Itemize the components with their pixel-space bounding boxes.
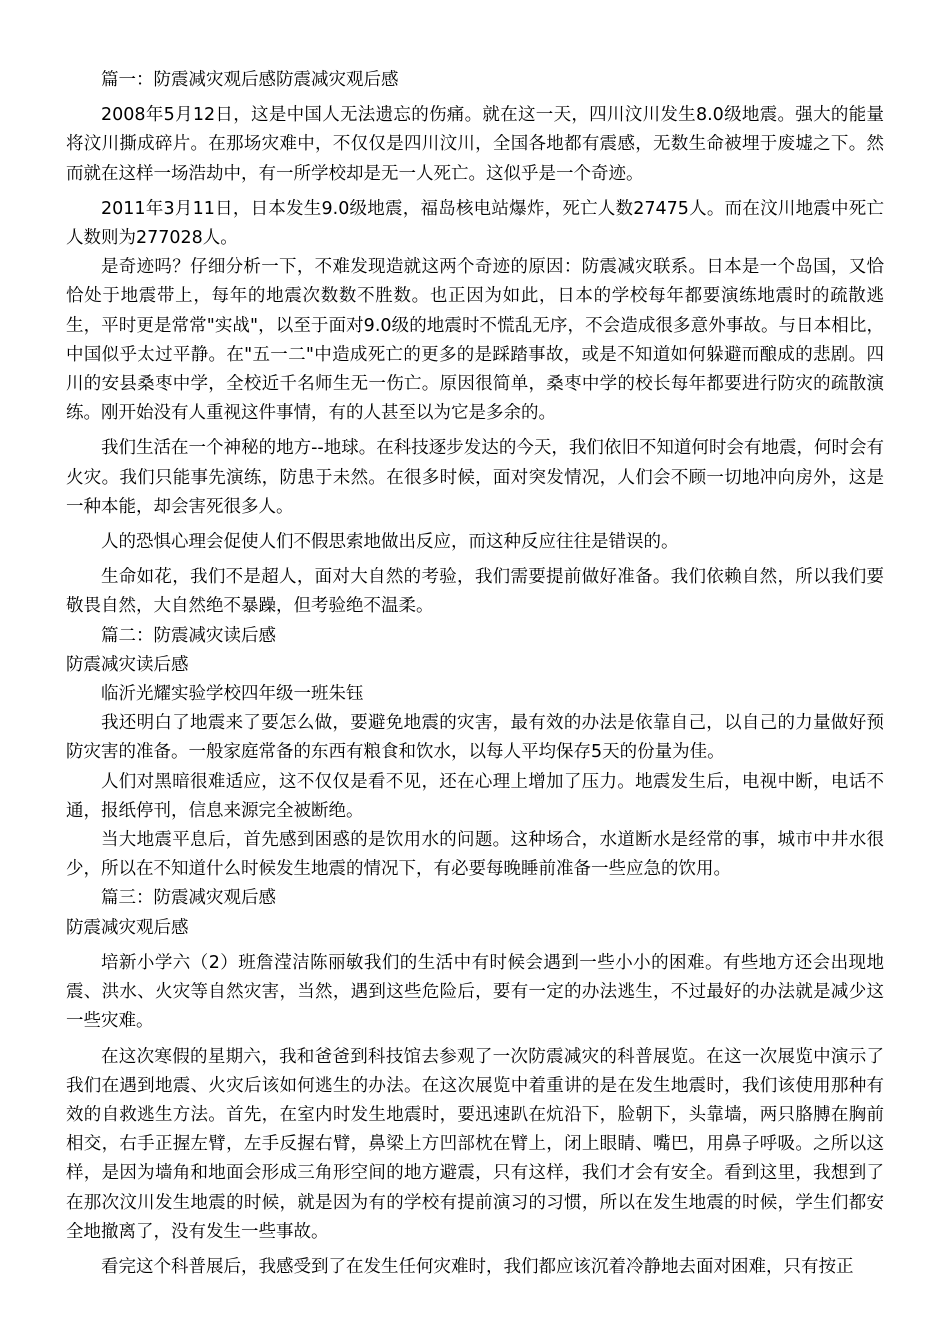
section-heading-3: 篇三：防震减灾观后感 xyxy=(101,888,276,909)
paragraph: 2011年3月11日，日本发生9.0级地震，福岛核电站爆炸，死亡人数27475人。而在汶川地震中死亡人数则为277028人。 xyxy=(66,198,884,249)
paragraph: 是奇迹吗？仔细分析一下，不难发现造就这两个奇迹的原因：防震减灾联系。日本是一个岛国，又恰恰处于地震带上，每年的地震次数数不胜数。也正因为如此，日本的学校每年都要演练地震时的疏散逃生，平时更是常常"实战"，以至于面对9.0级的地震时不慌乱无序，不会造成很多意外事故。与日本相比，中国似乎太过平静。在"五一二"中造成死亡的更多的是踩踏事故，或是不知道如何躲避而酿成的悲剧。四川的安县桑枣中学，全校近千名师生无一伤亡。原因很简单，桑枣中学的校长每年都要进行防灾的疏散演练。刚开始没有人重视这件事情，有的人甚至以为它是多余的。 xyxy=(66,257,884,424)
paragraph: 2008年5月12日，这是中国人无法遗忘的伤痛。就在这一天，四川汶川发生8.0级地震。强大的能量将汶川撕成碎片。在那场灾难中，不仅仅是四川汶川，全国各地都有震感，无数生命被埋于废墟之下。然而就在这样一场浩劫中，有一所学校却是无一人死亡。这似乎是一个奇迹。 xyxy=(66,105,884,184)
section-heading-1: 篇一：防震减灾观后感防震减灾观后感 xyxy=(101,70,399,90)
paragraph: 我还明白了地震来了要怎么做，要避免地震的灾害，最有效的办法是依靠自己，以自己的力量做好预防灾害的准备。一般家庭常备的东西有粮食和饮水，以每人平均保存5天的份量为佳。 xyxy=(66,713,884,763)
paragraph: 培新小学六（2）班詹滢洁陈丽敏我们的生活中有时候会遇到一些小小的困难。有些地方还会出现地震、洪水、火灾等自然灾害，当然，遇到这些危险后，要有一定的办法逃生，不过最好的办法就是减少这一些灾难。 xyxy=(66,952,884,1032)
section-heading-2: 篇二：防震减灾读后感 xyxy=(101,625,276,646)
paragraph: 人的恐惧心理会促使人们不假思索地做出反应，而这种反应往往是错误的。 xyxy=(101,532,679,553)
paragraph: 当大地震平息后，首先感到困惑的是饮用水的问题。这种场合，水道断水是经常的事，城市中井水很少，所以在不知道什么时候发生地震的情况下，有必要每晚睡前准备一些应急的饮用。 xyxy=(66,830,884,880)
paragraph: 人们对黑暗很难适应，这不仅仅是看不见，还在心理上增加了压力。地震发生后，电视中断，电话不通，报纸停刊，信息来源完全被断绝。 xyxy=(66,771,884,821)
paragraph: 生命如花，我们不是超人，面对大自然的考验，我们需要提前做好准备。我们依赖自然，所以我们要敬畏自然，大自然绝不暴躁，但考验绝不温柔。 xyxy=(66,567,884,617)
paragraph: 看完这个科普展后，我感受到了在发生任何灾难时，我们都应该沉着冷静地去面对困难，只有按正 xyxy=(101,1256,854,1277)
paragraph: 我们生活在一个神秘的地方--地球。在科技逐步发达的今天，我们依旧不知道何时会有地震，何时会有火灾。我们只能事先演练，防患于未然。在很多时候，面对突发情况，人们会不顾一切地冲向房外，这是一种本能，却会害死很多人。 xyxy=(66,438,884,517)
author-line: 临沂光耀实验学校四年级一班朱钰 xyxy=(101,684,364,705)
paragraph: 在这次寒假的星期六，我和爸爸到科技馆去参观了一次防震减灾的科普展览。在这一次展览中演示了我们在遇到地震、火灾后该如何逃生的办法。在这次展览中着重讲的是在发生地震时，我们该使用那种有效的自救逃生方法。首先，在室内时发生地震时，要迅速趴在炕沿下，脸朝下，头靠墙，两只胳膊在胸前相交，右手正握左臂，左手反握右臂，鼻梁上方凹部枕在臂上，闭上眼睛、嘴巴，用鼻子呼吸。之所以这样，是因为墙角和地面会形成三角形空间的地方避震，只有这样，我们才会有安全。看到这里，我想到了在那次汶川发生地震的时候，就是因为有的学校有提前演习的习惯，所以在发生地震的时候，学生们都安全地撤离了，没有发生一些事故。 xyxy=(66,1046,884,1242)
article-title: 防震减灾读后感 xyxy=(66,654,189,675)
article-title: 防震减灾观后感 xyxy=(66,917,189,938)
